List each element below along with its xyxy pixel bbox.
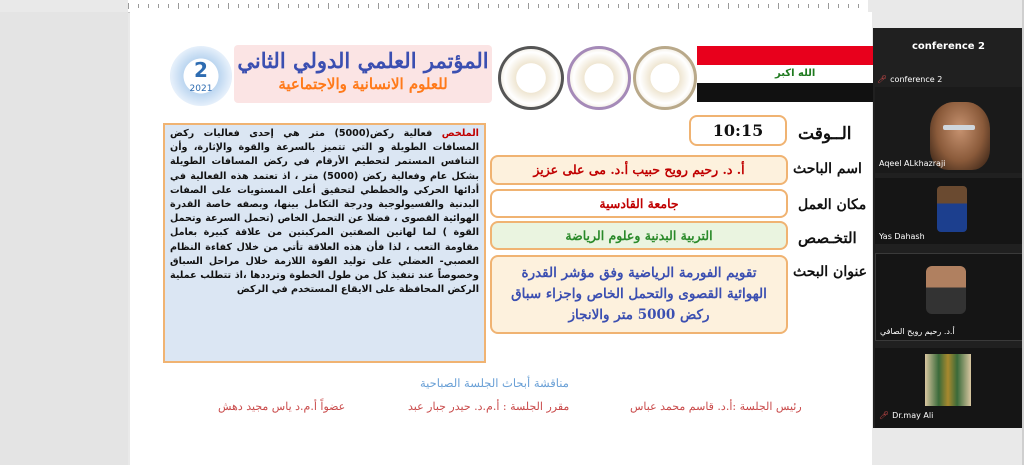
ruler-tick (158, 4, 159, 8)
ruler-tick (248, 4, 249, 8)
specialty-value: التربية البدنية وعلوم الرياضة (565, 228, 713, 243)
ruler-tick (758, 4, 759, 8)
ruler-tick (838, 4, 839, 8)
conference-subtitle: للعلوم الانسانية والاجتماعية (278, 75, 448, 93)
ruler-tick (568, 4, 569, 8)
researcher-value-box (490, 155, 788, 185)
university-seal-3 (498, 46, 564, 110)
ruler-tick (338, 4, 339, 8)
ruler-tick (238, 4, 239, 8)
logo-number: 2 (194, 58, 208, 82)
research-title-box (490, 255, 788, 334)
meeting-title: conference 2 (911, 41, 986, 52)
ruler-tick (748, 4, 749, 8)
ruler-tick (398, 4, 399, 8)
ruler-tick (678, 3, 679, 9)
mic-muted-icon: 🎤︎ (877, 75, 888, 84)
time-label: الــوقت (798, 124, 852, 144)
ruler-tick (768, 4, 769, 8)
ruler-tick (408, 4, 409, 8)
video-tile-raheem[interactable] (875, 253, 1024, 341)
logo-year: 2021 (189, 84, 213, 94)
participant-name: Yas Dahash (879, 232, 925, 241)
conference-logo (170, 46, 232, 106)
participant-label-host[interactable] (877, 75, 942, 84)
ruler-tick (428, 3, 429, 9)
ruler-tick (638, 4, 639, 8)
ruler-tick (738, 4, 739, 8)
abstract-box (163, 123, 486, 363)
participant-name: 🎤︎ Dr.may Ali (879, 411, 934, 420)
ruler-tick (378, 3, 379, 9)
ruler-tick (488, 4, 489, 8)
ruler-tick (608, 4, 609, 8)
abstract-heading: الملخص (441, 128, 479, 139)
ruler-tick (498, 4, 499, 8)
research-title-label: عنوان البحث (793, 264, 868, 280)
ruler-tick (628, 3, 629, 9)
ruler-tick (728, 3, 729, 9)
ruler-tick (258, 4, 259, 8)
ruler-tick (828, 3, 829, 9)
document-gutter (0, 12, 128, 465)
ruler-tick (308, 4, 309, 8)
mic-muted-icon: 🎤︎ (879, 411, 890, 420)
ruler-tick (778, 3, 779, 9)
workplace-value: جامعة القادسية (599, 196, 679, 211)
ruler-tick (478, 3, 479, 9)
session-reporter: مقرر الجلسة : أ.م.د. حيدر جبار عبد (408, 400, 570, 413)
research-title-value: تقويم الفورمة الرياضية وفق مؤشر القدرة الهوائية القصوى والتحمل الخاص واجزاء سباق ركض 5000 متر والانجاز (511, 265, 767, 323)
ruler-tick (698, 4, 699, 8)
researcher-value: أ. د. رحيم رويح حبيب أ.د. مى على عزيز (533, 162, 745, 177)
ruler-tick (138, 4, 139, 8)
ruler-tick (518, 4, 519, 8)
ruler-tick (468, 4, 469, 8)
ruler-tick (648, 4, 649, 8)
ruler-tick (288, 4, 289, 8)
ruler-tick (548, 4, 549, 8)
conference-title: المؤتمر العلمي الدولي الثاني (237, 48, 489, 73)
iraq-flag: الله اكبر (697, 46, 873, 102)
ruler-tick (788, 4, 789, 8)
participant-name: أ.د. رحيم رويح الصافي (880, 327, 955, 336)
ruler-tick (208, 4, 209, 8)
ruler-tick (298, 4, 299, 8)
conference-header (234, 45, 492, 103)
video-tile-may[interactable] (875, 348, 1024, 428)
session-title: مناقشة أبحاث الجلسة الصباحية (420, 376, 569, 390)
video-tile-aqeel[interactable] (875, 87, 1024, 173)
ruler-tick (598, 4, 599, 8)
ruler-tick (358, 4, 359, 8)
participant-name: conference 2 (890, 75, 943, 84)
ruler-tick (508, 4, 509, 8)
ruler-tick (458, 4, 459, 8)
workplace-label: مكان العمل (798, 197, 867, 213)
video-tile-yas[interactable] (875, 178, 1024, 244)
ruler-tick (318, 4, 319, 8)
time-value-box (689, 115, 787, 146)
session-chair: رئيس الجلسة :أ.د. قاسم محمد عباس (630, 400, 802, 413)
ruler-tick (368, 4, 369, 8)
researcher-label: اسم الباحث (793, 161, 862, 177)
ruler-tick (668, 4, 669, 8)
university-seal-2 (567, 46, 631, 110)
specialty-value-box (490, 221, 788, 250)
time-value: 10:15 (712, 121, 764, 140)
session-member: عضواً أ.م.د ياس مجيد دهش (218, 400, 346, 413)
ruler-tick (658, 4, 659, 8)
ruler-tick (588, 4, 589, 8)
ruler-tick (618, 4, 619, 8)
ruler-tick (858, 4, 859, 8)
ruler-tick (198, 4, 199, 8)
participant-name: Aqeel ALkhazraji (879, 159, 946, 168)
ruler-tick (818, 4, 819, 8)
ruler-tick (798, 4, 799, 8)
ruler-tick (708, 4, 709, 8)
ruler-tick (438, 4, 439, 8)
ruler-tick (348, 4, 349, 8)
ruler-tick (328, 3, 329, 9)
ruler-tick (188, 4, 189, 8)
ruler-tick (178, 3, 179, 9)
specialty-label: التخـصص (798, 229, 857, 247)
ruler-tick (558, 4, 559, 8)
ruler-tick (148, 4, 149, 8)
ruler-tick (128, 3, 129, 9)
ruler-tick (278, 3, 279, 9)
ruler-tick (808, 4, 809, 8)
ruler-tick (388, 4, 389, 8)
ruler-tick (268, 4, 269, 8)
ruler-tick (418, 4, 419, 8)
ruler-tick (168, 4, 169, 8)
university-seal-1 (633, 46, 697, 110)
ruler-tick (528, 3, 529, 9)
workplace-value-box (490, 189, 788, 218)
abstract-text: فعالية ركض(5000) متر هي إحدى فعاليات ركض المسافات الطويلة و التي تتميز بالسرعة والقوة والإثارة، وأن التنافس المستمر لتحطيم الأرقام في ركض المسافات الطويلة بشكل عام وفعالية ركض (5000) متر ، اذ تعتمد هذه الفعالية في أدائها الحركي والخططي لتحقيق أعلى المستويات على الصفات البدنية والفسيولوجية ودرجة التكامل بينها، وبصفه خاصة القدرة الهوائية القصوى ، فضلا عن التحمل الخاص (تحمل السرعة وتحمل القوة ) لما لهاتين الصفتين المركبتين من علاقة كبيرة بعامل مقاومة التعب ، لذا فأن هذه العلاقة تأتي من خلال كفاءة النظام العصبي- العضلي على توليد القوة اللازمة خلال مراحل السباق وخصوصاً عند تنفيذ كل من طول الخطوة وترددها ،اذ تتطلب عملية الركض المحافظة على الايقاع المستخدم في الركض (170, 128, 479, 296)
ruler-tick (718, 4, 719, 8)
ruler-tick (228, 3, 229, 9)
ruler-tick (848, 4, 849, 8)
ruler-tick (448, 4, 449, 8)
ruler-tick (578, 3, 579, 9)
ruler-tick (538, 4, 539, 8)
slide-canvas (130, 12, 872, 465)
participants-panel[interactable] (873, 28, 1024, 428)
ruler-tick (688, 4, 689, 8)
ruler-tick (218, 4, 219, 8)
